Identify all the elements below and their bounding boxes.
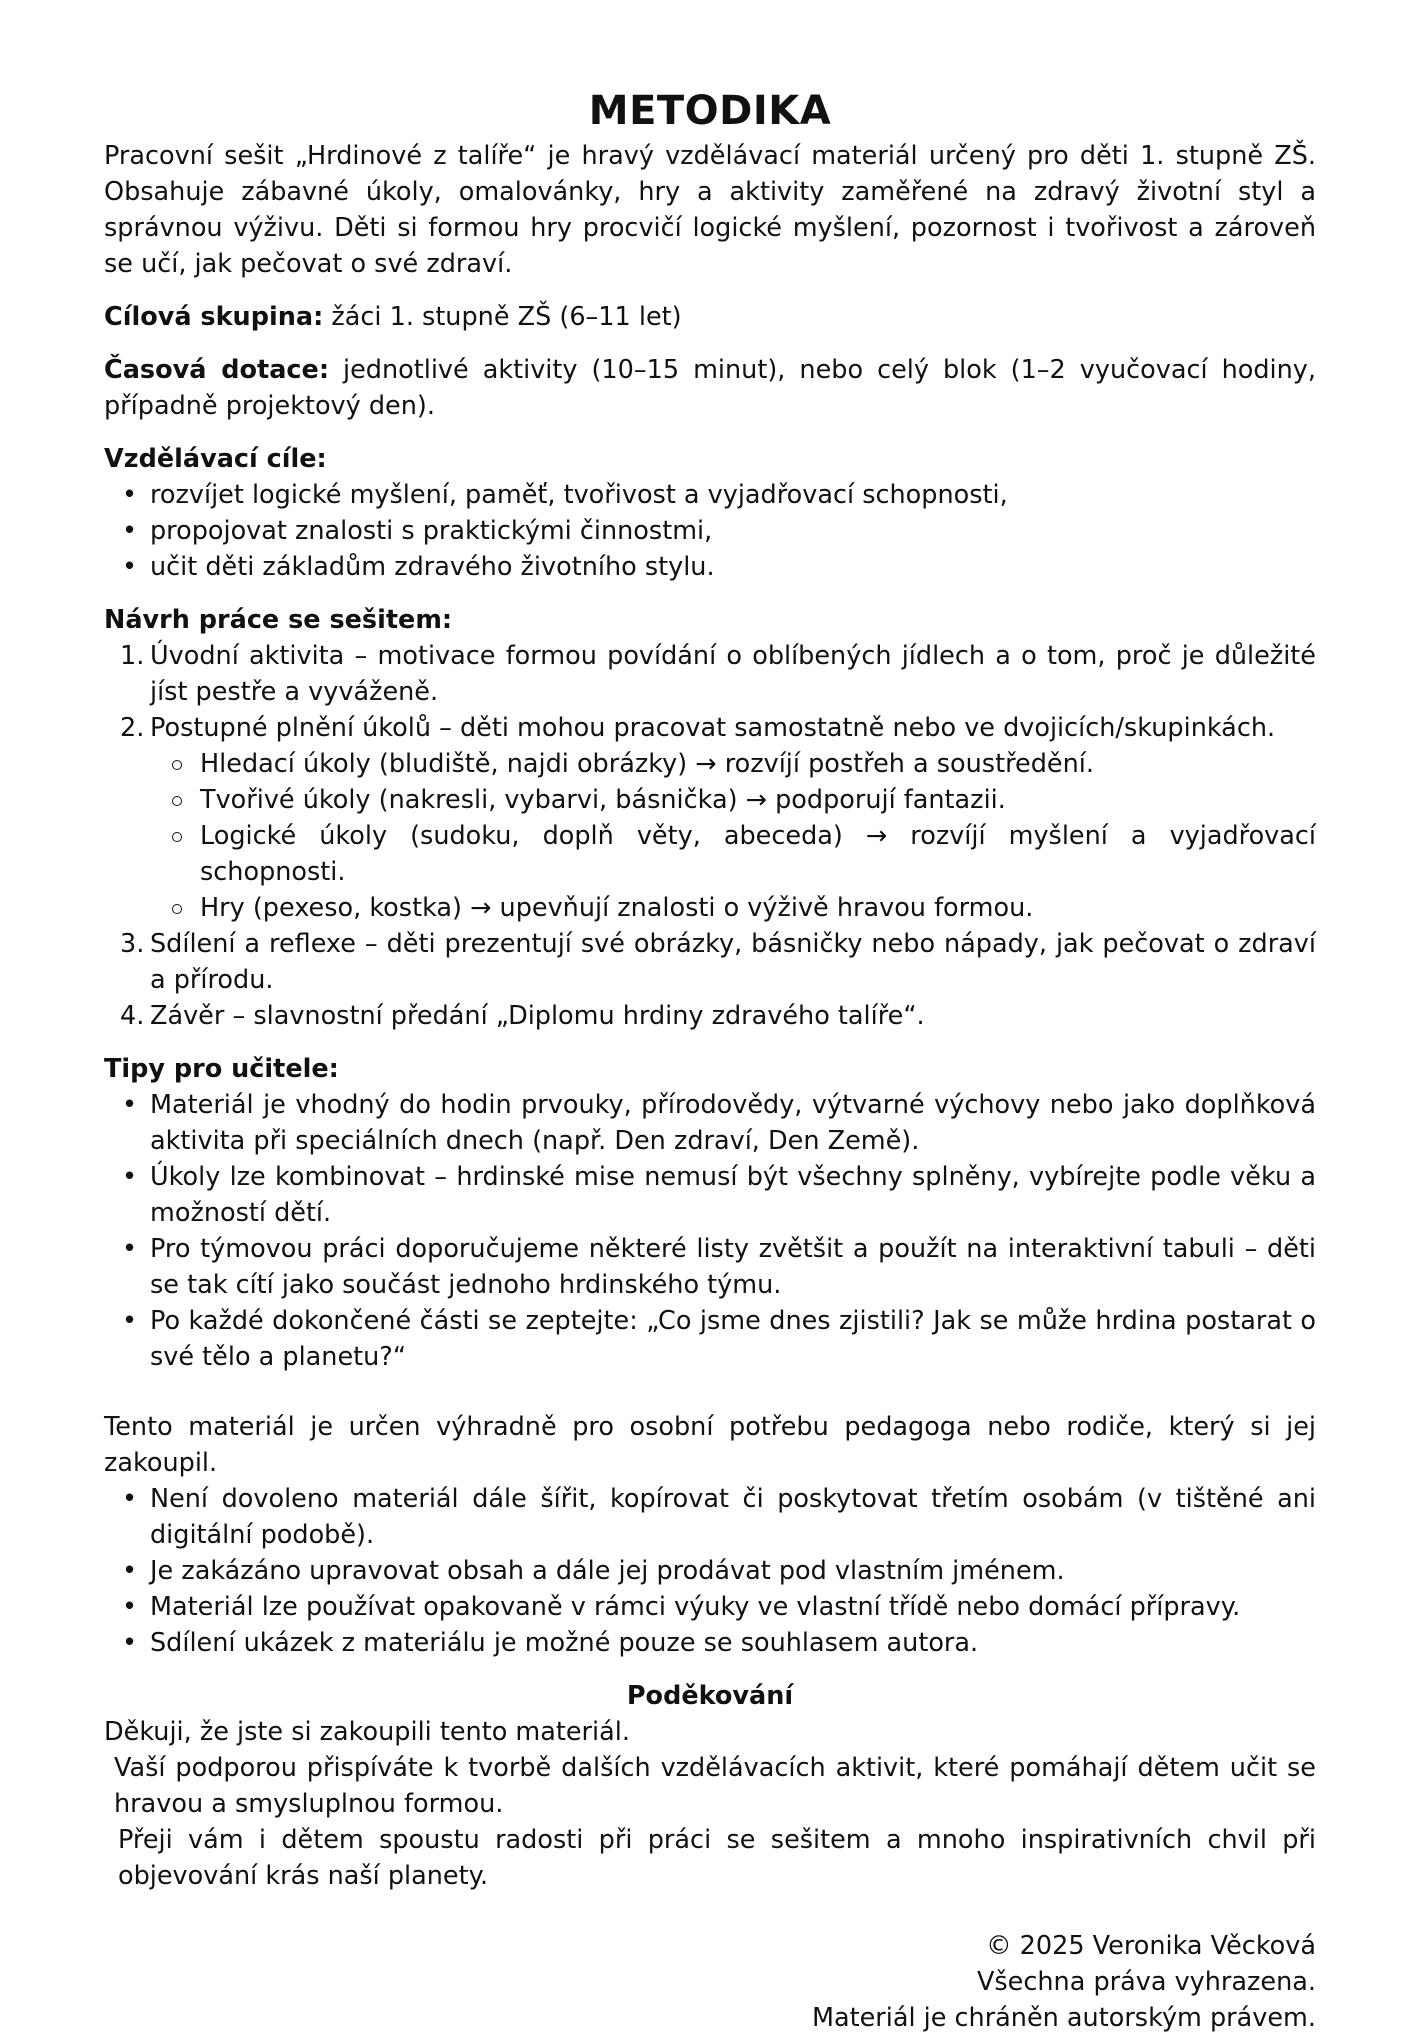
step-number: 2. (120, 713, 145, 743)
list-item: • Po každé dokončené části se zeptejte: „Co jsme dnes zjistili? Jak se může hrdina postarat o své tělo a planetu?“ (150, 1303, 1316, 1375)
list-item: • propojovat znalosti s praktickými činnostmi, (150, 513, 1316, 549)
thanks-line-2: Vaší podporou přispíváte k tvorbě dalších vzdělávacích aktivit, které pomáhají dětem učit se hravou a smysluplnou formou. (114, 1753, 1316, 1819)
tips-heading: Tipy pro učitele: (104, 1054, 339, 1084)
list-item: • učit děti základům zdravého životního stylu. (150, 549, 1316, 585)
step-number: 4. (120, 1001, 145, 1031)
license-intro: Tento materiál je určen výhradně pro osobní potřebu pedagoga nebo rodiče, který si jej zakoupil. (104, 1412, 1316, 1478)
list-item: Hry (pexeso, kostka) → upevňují znalosti o výživě hravou formou. (200, 890, 1316, 926)
footer-copyright: © 2025 Veronika Věcková (986, 1931, 1316, 1961)
step-text: Postupné plnění úkolů – děti mohou pracovat samostatně nebo ve dvojicích/skupinkách. (150, 713, 1276, 743)
step-number: 1. (120, 641, 145, 671)
footer-protected: Materiál je chráněn autorským právem. (811, 2003, 1316, 2033)
time-allocation (104, 352, 1316, 424)
thanks-heading: Poděkování (626, 1681, 794, 1711)
list-item: Logické úkoly (sudoku, doplň věty, abeceda) → rozvíjí myšlení a vyjadřovací schopnosti. (200, 818, 1316, 890)
step-text: Úvodní aktivita – motivace formou povídání o oblíbených jídlech a o tom, proč je důležité jíst pestře a vyváženě. (150, 641, 1316, 707)
list-item: Hledací úkoly (bludiště, najdi obrázky) → rozvíjí postřeh a soustředění. (200, 746, 1316, 782)
step-text: Závěr – slavnostní předání „Diplomu hrdiny zdravého talíře“. (150, 1001, 925, 1031)
list-item: • Sdílení ukázek z materiálu je možné pouze se souhlasem autora. (150, 1625, 1316, 1661)
plan-heading: Návrh práce se sešitem: (104, 605, 453, 635)
list-item: • Materiál lze používat opakovaně v rámci výuky ve vlastní třídě nebo domácí přípravy. (150, 1589, 1316, 1625)
plan-step (120, 710, 1316, 926)
list-item: • Pro týmovou práci doporučujeme některé listy zvětšit a použít na interaktivní tabuli – děti se tak cítí jako součást jednoho hrdinského týmu. (150, 1231, 1316, 1303)
footer-rights: Všechna práva vyhrazena. (976, 1967, 1316, 1997)
thanks-line-1: Děkuji, že jste si zakoupili tento materiál. (104, 1717, 630, 1747)
intro-paragraph: Pracovní sešit „Hrdinové z talíře“ je hravý vzdělávací materiál určený pro děti 1. stupně ZŠ. Obsahuje zábavné úkoly, omalovánky, hry a aktivity zaměřené na zdravý životní styl a správnou výživu. Děti si formou hry procvičí logické myšlení, pozornost i tvořivost a zároveň se učí, jak pečovat o své zdraví. (104, 141, 1316, 279)
list-item: • Je zakázáno upravovat obsah a dále jej prodávat pod vlastním jménem. (150, 1553, 1316, 1589)
list-item: • Materiál je vhodný do hodin prvouky, přírodovědy, výtvarné výchovy nebo jako doplňková aktivita při speciálních dnech (např. Den zdraví, Den Země). (150, 1087, 1316, 1159)
goals-list (104, 477, 1316, 585)
step-number: 3. (120, 929, 145, 959)
license-list (104, 1481, 1316, 1661)
goals-heading: Vzdělávací cíle: (104, 444, 327, 474)
page-title: METODIKA (588, 88, 832, 134)
target-group (104, 299, 1316, 335)
plan-step (120, 926, 1316, 998)
task-types-list (150, 746, 1316, 926)
time-allocation-label: Časová dotace: (104, 355, 330, 385)
list-item: • rozvíjet logické myšlení, paměť, tvořivost a vyjadřovací schopnosti, (150, 477, 1316, 513)
thanks-line-3: Přeji vám i dětem spoustu radosti při práci se sešitem a mnoho inspirativních chvil při objevování krás naší planety. (118, 1825, 1316, 1891)
plan-step (120, 998, 1316, 1034)
plan-step (120, 638, 1316, 710)
list-item: • Úkoly lze kombinovat – hrdinské mise nemusí být všechny splněny, vybírejte podle věku a možností dětí. (150, 1159, 1316, 1231)
tips-list (104, 1087, 1316, 1375)
target-group-value: žáci 1. stupně ZŠ (6–11 let) (323, 302, 682, 332)
list-item: • Není dovoleno materiál dále šířit, kopírovat či poskytovat třetím osobám (v tištěné ani digitální podobě). (150, 1481, 1316, 1553)
step-text: Sdílení a reflexe – děti prezentují své obrázky, básničky nebo nápady, jak pečovat o zdraví a přírodu. (150, 929, 1316, 995)
target-group-label: Cílová skupina: (104, 302, 324, 332)
plan-steps (104, 638, 1316, 1034)
list-item: Tvořivé úkoly (nakresli, vybarvi, básnička) → podporují fantazii. (200, 782, 1316, 818)
time-allocation-value: jednotlivé aktivity (10–15 minut), nebo celý blok (1–2 vyučovací hodiny, případně projektový den). (104, 355, 1316, 421)
document-content (104, 86, 1316, 2036)
